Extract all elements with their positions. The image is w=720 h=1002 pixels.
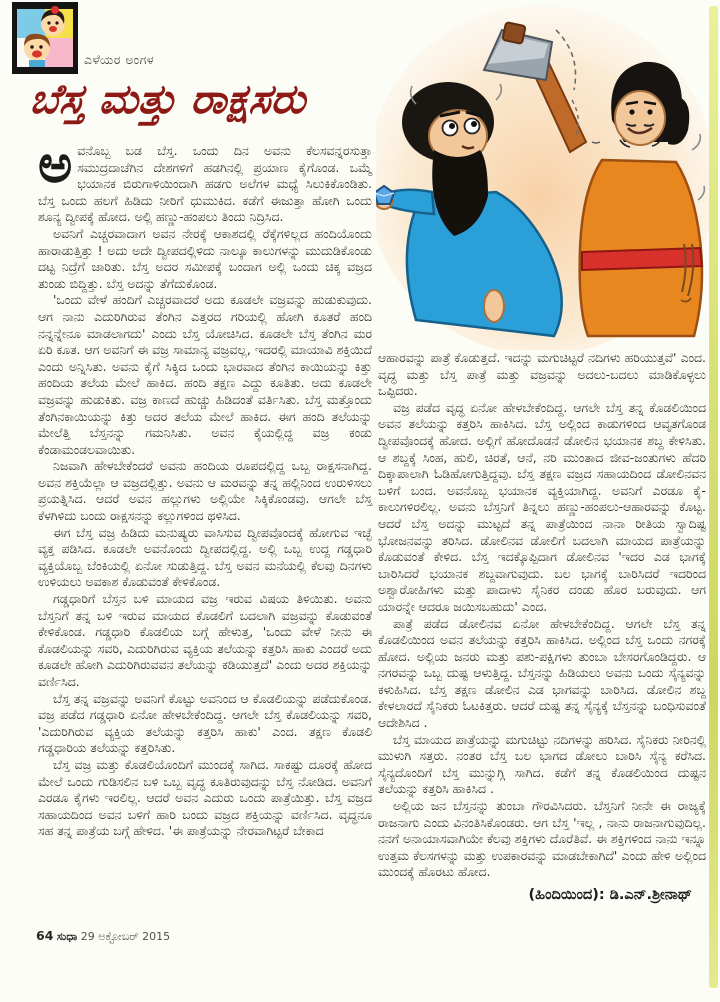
- paragraph: [38, 134, 372, 226]
- kids-logo-icon: [12, 2, 78, 74]
- story-illustration: [376, 0, 712, 350]
- page-number: 64: [36, 928, 54, 943]
- drop-cap: ಅ: [38, 134, 73, 195]
- section-logo: [12, 2, 78, 74]
- paragraph: ಬೆಸ್ತ ವಜ್ರ ಮತ್ತು ಕೊಡಲಿಯೊಂದಿಗೆ ಮುಂದಕ್ಕೆ ಸಾಗಿದ. ಸಾಕಷ್ಟು ದೂರಕ್ಕೆ ಹೋದ ಮೇಲೆ ಒಂದು ಗುಡಿಸಲಿನ ಬಳಿ ಒಬ್ಬ ವೃದ್ಧ ಕೂತಿರುವುದನ್ನು ಬೆಸ್ತ ನೋಡಿದ. ಅವನಿಗೆ ಎರಡೂ ಕೈಗಳು ಇರಲಿಲ್ಲ. ಆದರೆ ಅವನ ಎದುರು ಒಂದು ಪಾತ್ರೆಯಿತ್ತು. ಬೆಸ್ತ ವಜ್ರದ ಸಹಾಯದಿಂದ ಅವನ ಬಳಿಗೆ ಹಾರಿ ಬಂದು ವಜ್ರದ ಶಕ್ತಿಯನ್ನು ವರ್ಣಿಸಿದ. ವೃದ್ಧನೂ ಸಹ ತನ್ನ ಪಾತ್ರೆಯ ಬಗ್ಗೆ ಹೇಳಿದ. 'ಈ ಪಾತ್ರೆಯನ್ನು ನೇರವಾಗಿಟ್ಟರೆ ಬೇಕಾದ: [38, 756, 372, 839]
- paragraph-text: ವನೊಬ್ಬ ಬಡ ಬೆಸ್ತ. ಒಂದು ದಿನ ಅವನು ಕೆಲಸವನ್ನರಸುತ್ತಾ ಸಮುದ್ರದಾಚೆಗಿನ ದೇಶಗಳಿಗೆ ಹಡಗಿನಲ್ಲಿ ಪ್ರಯಾಣ ಕೈಗೊಂಡ. ಒಮ್ಮೆ ಭಯಾನಕ ಬಿರುಗಾಳಿಯಿಂದಾಗಿ ಹಡಗು ಅಲೆಗಳ ಮಧ್ಯೆ ಸಿಲುಕಿಕೊಂಡಿತು. ಬೆಸ್ತ ಒಂದು ಹಲಗೆ ಹಿಡಿದು ನೀರಿಗೆ ಧುಮುಕಿದ. ಕಡೆಗೆ ಈಜುತ್ತಾ ಹೋಗಿ ಒಂದು ಶೂನ್ಯ ದ್ವೀಪಕ್ಕೆ ಹೋದ. ಅಲ್ಲಿ ಹಣ್ಣು-ಹಂಪಲು ತಿಂದು ನಿದ್ರಿಸಿದ.: [38, 143, 372, 225]
- paragraph: ಬೆಸ್ತ ಮಾಯದ ಪಾತ್ರೆಯನ್ನು ಮಗುಚಿಟ್ಟು ನದಿಗಳನ್ನು ಹರಿಸಿದ. ಸೈನಿಕರು ನೀರಿನಲ್ಲಿ ಮುಳುಗಿ ಸತ್ತರು. ನಂತರ ಬೆಸ್ತ ಬಲ ಭಾಗದ ಡೋಲು ಬಾರಿಸಿ ಸೈನ್ಯ ಕರೆಸಿದ. ಸೈನ್ಯದೊಂದಿಗೆ ಬೆಸ್ತ ಮುನ್ನುಗ್ಗಿ ಸಾಗಿದ. ಕಡೆಗೆ ತನ್ನ ಕೊಡಲಿಯಿಂದ ದುಷ್ಟನ ತಲೆಯನ್ನು ಕತ್ತರಿಸಿ ಹಾಕಿಸಿದ .: [378, 731, 706, 797]
- section-label: ಎಳೆಯರ ಅಂಗಳ: [84, 52, 155, 67]
- paragraph: ಪಾತ್ರೆ ಪಡೆದ ಡೋಲಿನವ ಏನೋ ಹೇಳಬೇಕೆಂದಿದ್ದ. ಆಗಲೇ ಬೆಸ್ತ ತನ್ನ ಕೊಡಲಿಯಿಂದ ಅವನ ತಲೆಯನ್ನು ಕತ್ತರಿಸಿ ಹಾಕಿಸಿದ. ಅಲ್ಲಿಂದ ಬೆಸ್ತ ಒಂದು ನಗರಕ್ಕೆ ಹೋದ. ಅಲ್ಲಿಯ ಜನರು ಮತ್ತು ಪಶು-ಪಕ್ಷಿಗಳು ತುಂಬಾ ಬೇಸರಗೊಂಡಿದ್ದರು. ಆ ನಗರವನ್ನು ಒಬ್ಬ ದುಷ್ಟ ಆಳುತ್ತಿದ್ದ. ಬೆಸ್ತನನ್ನು ಹಿಡಿಯಲು ಅವನು ಒಂದು ಸೈನ್ಯವನ್ನು ಕಳುಹಿಸಿದ. ಬೆಸ್ತ ತಕ್ಷಣ ಡೋಲಿನ ಎಡ ಭಾಗವನ್ನು ಬಾರಿಸಿದ. ಡೋಲಿನ ಶಬ್ದ ಕೇಳಲಾರದೆ ಸೈನಿಕರು ಓಟಕಿತ್ತರು. ಆದರೆ ದುಷ್ಟ ತನ್ನ ಸೈನ್ಯಕ್ಕೆ ಬೆಸ್ತನನ್ನು ಬಂಧಿಸುವಂತೆ ಆದೇಶಿಸಿದ .: [378, 615, 706, 731]
- paragraph: ಬೆಸ್ತ ತನ್ನ ವಜ್ರವನ್ನು ಅವನಿಗೆ ಕೊಟ್ಟು ಅವನಿಂದ ಆ ಕೊಡಲಿಯನ್ನು ಪಡೆದುಕೊಂಡ. ವಜ್ರ ಪಡೆದ ಗಡ್ಡಧಾರಿ ಏನೋ ಹೇಳಬೇಕೆಂದಿದ್ದ. ಆಗಲೇ ಬೆಸ್ತ ಕೊಡಲಿಯನ್ನು ಸವರಿ, 'ಎದುರಿಗಿರುವ ವ್ಯಕ್ತಿಯ ತಲೆಯನ್ನು ಕತ್ತರಿಸಿ ಹಾಕು' ಎಂದ. ತಕ್ಷಣ ಕೊಡಲಿ ಗಡ್ಡಧಾರಿಯ ತಲೆಯನ್ನು ಕತ್ತರಿಸಿತು.: [38, 690, 372, 756]
- author-credit: (ಹಿಂದಿಯಿಂದ): ಡಿ.ಎನ್.ಶ್ರೀನಾಥ್: [528, 887, 692, 903]
- paragraph: ಅಲ್ಲಿಯ ಜನ ಬೆಸ್ತನನ್ನು ತುಂಬಾ ಗೌರವಿಸಿದರು. ಬೆಸ್ತನಿಗೆ ನೀನೇ ಈ ರಾಜ್ಯಕ್ಕೆ ರಾಜನಾಗು ಎಂದು ವಿನಂತಿಸಿಕೊಂಡರು. ಆಗ ಬೆಸ್ತ 'ಇಲ್ಲ , ನಾನು ರಾಜನಾಗುವುದಿಲ್ಲ. ನನಗೆ ಅನಾಯಾಸವಾಗಿಯೇ ಕೆಲವು ಶಕ್ತಿಗಳು ದೊರೆತಿವೆ. ಈ ಶಕ್ತಿಗಳಿಂದ ನಾನು ಇನ್ನೂ ಉತ್ತಮ ಕೆಲಸಗಳನ್ನು ಮತ್ತು ಉಪಕಾರವನ್ನು ಮಾಡಬೇಕಾಗಿದೆ' ಎಂದು ಹೇಳಿ ಅಲ್ಲಿಂದ ಮುಂದಕ್ಕೆ ಹೊರಟು ಹೋದ.: [378, 798, 706, 880]
- paragraph: ಗಡ್ಡಧಾರಿಗೆ ಬೆಸ್ತನ ಬಳಿ ಮಾಯದ ವಜ್ರ ಇರುವ ವಿಷಯ ತಿಳಿಯಿತು. ಅವನು ಬೆಸ್ತನಿಗೆ ತನ್ನ ಬಳಿ ಇರುವ ಮಾಯದ ಕೊಡಲಿಗೆ ಬದಲಾಗಿ ವಜ್ರವನ್ನು ಕೊಡುವಂತೆ ಕೇಳಿಕೊಂಡ. ಗಡ್ಡಧಾರಿ ಕೊಡಲಿಯ ಬಗ್ಗೆ ಹೇಳುತ್ತ, 'ಒಂದು ವೇಳೆ ನೀನು ಈ ಕೊಡಲಿಯನ್ನು ಸವರಿ, ಎದುರಿಗಿರುವ ವ್ಯಕ್ತಿಯ ತಲೆಯನ್ನು ಕತ್ತರಿಸಿ ಹಾಕು ಎಂದರೆ ಅದು ಕೂಡಲೇ ಹೋಗಿ ಎದುರಿಗಿರುವವನ ತಲೆಯನ್ನು ಕಡಿಯುತ್ತದೆ' ಎಂದು ಅದರ ಶಕ್ತಿಯನ್ನು ವರ್ಣಿಸಿದ.: [38, 591, 372, 689]
- text-column-1: [38, 134, 372, 840]
- text-column-2: [378, 350, 706, 918]
- magazine-name: ಸುಧಾ: [56, 930, 78, 943]
- paragraph: 'ಒಂದು ವೇಳೆ ಹಂದಿಗೆ ಎಚ್ಚರವಾದರೆ ಅದು ಕೂಡಲೇ ವಜ್ರವನ್ನು ಹುಡುಕುವುದು. ಆಗ ನಾನು ಎದುರಿಗಿರುವ ತೆಂಗಿನ ಎತ್ತರದ ಗರಿಯಲ್ಲಿ ಹೋಗಿ ಕೂತರೆ ಹಂದಿ ನನ್ನನ್ನೇನೂ ಮಾಡಲಾಗದು' ಎಂದು ಬೆಸ್ತ ಯೋಚಿಸಿದ. ಕೂಡಲೇ ಬೆಸ್ತ ತೆಂಗಿನ ಮರ ಏರಿ ಕೂತ. ಆಗ ಅವನಿಗೆ ಈ ವಜ್ರ ಸಾಮಾನ್ಯ ವಜ್ರವಲ್ಲ, ಇದರಲ್ಲಿ ಮಾಯಾವಿ ಶಕ್ತಿಯಿದೆ ಎಂದು ಅನ್ನಿಸಿತು. ಅವನು ಕೈಗೆ ಸಿಕ್ಕಿದ ಒಂದು ಭಾರವಾದ ತೆಂಗಿನ ಕಾಯಿಯನ್ನು ಕಿತ್ತು ಹಂದಿಯ ತಲೆಯ ಮೇಲೆ ಹಾಕಿದ. ಹಂದಿ ತಕ್ಷಣ ಎದ್ದು ಕೂತಿತು. ಅದು ಕೂಡಲೇ ವಜ್ರವನ್ನು ಹುಡುಕಿತು. ವಜ್ರ ಕಾಣದೆ ಹುಚ್ಚು ಹಿಡಿದಂತೆ ವರ್ತಿಸಿತು. ಬೆಸ್ತ ಮತ್ತೊಂದು ತೆಂಗಿನಕಾಯಿಯನ್ನು ಕಿತ್ತು ಅದರ ತಲೆಯ ಮೇಲೆ ಹಾಕಿದ. ಈಗ ಹಂದಿ ತಲೆಯನ್ನು ಮೇಲೆತ್ತಿ ಬೆಸ್ತನನ್ನು ಗಮನಿಸಿತು. ಅವನ ಕೈಯಲ್ಲಿದ್ದ ವಜ್ರ ಕಂಡು ಕೆಂಡಾಮಂಡಲವಾಯಿತು.: [38, 292, 372, 457]
- paragraph: ಅವನಿಗೆ ಎಚ್ಚರವಾದಾಗ ಅವನ ನೇರಕ್ಕೆ ಆಕಾಶದಲ್ಲಿ ರೆಕ್ಕೆಗಳಿಲ್ಲದ ಹಂದಿಯೊಂದು ಹಾರಾಡುತ್ತಿತ್ತು ! ಅದು ಅದೇ ದ್ವೀಪದಲ್ಲಿಳಿದು ನಾಲ್ಕೂ ಕಾಲುಗಳನ್ನು ಮುದುಡಿಕೊಂಡು ದಟ್ಟ ನಿದ್ರೆಗೆ ಜಾರಿತು. ಬೆಸ್ತ ಅದರ ಸಮೀಪಕ್ಕೆ ಬಂದಾಗ ಅಲ್ಲಿ ಒಂದು ಚಿಕ್ಕ ವಜ್ರದ ತುಂಡು ಬಿದ್ದಿತ್ತು. ಬೆಸ್ತ ಅದನ್ನು ತೆಗೆದುಕೊಂಡ.: [38, 225, 372, 291]
- issue-date: 29 ಅಕ್ಟೋಬರ್ 2015: [80, 930, 171, 943]
- page-edge-decoration: [709, 6, 718, 988]
- paragraph: ಆಹಾರವನ್ನು ಪಾತ್ರೆ ಕೊಡುತ್ತದೆ. ಇದನ್ನು ಮಗುಚಿಟ್ಟರೆ ನದಿಗಳು ಹರಿಯುತ್ತವೆ' ಎಂದ. ವೃದ್ಧ ಮತ್ತು ಬೆಸ್ತ ಪಾತ್ರೆ ಮತ್ತು ವಜ್ರವನ್ನು ಅದಲು-ಬದಲು ಮಾಡಿಕೊಳ್ಳಲು ಒಪ್ಪಿದರು.: [378, 350, 706, 399]
- page-footer: [36, 928, 170, 944]
- paragraph: ವಜ್ರ ಪಡೆದ ವೃದ್ಧ ಏನೋ ಹೇಳಬೇಕೆಂದಿದ್ದ. ಆಗಲೇ ಬೆಸ್ತ ತನ್ನ ಕೊಡಲಿಯಿಂದ ಅವನ ತಲೆಯನ್ನು ಕತ್ತರಿಸಿ ಹಾಕಿಸಿದ. ಬೆಸ್ತ ಅಲ್ಲಿಂದ ಕಾಡುಗಳಿಂದ ಆವೃತಗೊಂಡ ದ್ವೀಪವೊಂದಕ್ಕೆ ಹೋದ. ಅಲ್ಲಿಗೆ ಹೋದೊಡನೆ ಡೋಲಿನ ಭಯಾನಕ ಶಬ್ದ ಕೇಳಿಸಿತು. ಆ ಶಬ್ದಕ್ಕೆ ಸಿಂಹ, ಹುಲಿ, ಚಿರತೆ, ಆನೆ, ನರಿ ಮುಂತಾದ ಜೀವ-ಜಂತುಗಳು ಹೆದರಿ ದಿಕ್ಕಾಪಾಲಾಗಿ ಓಡಿಹೋಗುತ್ತಿದ್ದವು. ಬೆಸ್ತ ತಕ್ಷಣ ವಜ್ರದ ಸಹಾಯದಿಂದ ಡೋಲಿನವನ ಬಳಿಗೆ ಬಂದ. ಅವನೊಬ್ಬ ಭಯಾನಕ ವ್ಯಕ್ತಿಯಾಗಿದ್ದ. ಅವನಿಗೆ ಎರಡೂ ಕೈ-ಕಾಲುಗಳಿರಲಿಲ್ಲ. ಅವನು ಬೆಸ್ತನಿಗೆ ತಿನ್ನಲು ಹಣ್ಣು-ಹಂಪಲು-ಆಹಾರವನ್ನು ಕೊಟ್ಟ. ಆದರೆ ಬೆಸ್ತ ಅದನ್ನು ಮುಟ್ಟದೆ ತನ್ನ ಪಾತ್ರೆಯಿಂದ ನಾನಾ ರೀತಿಯ ಸ್ವಾದಿಷ್ಟ ಭೋಜನವನ್ನು ತರಿಸಿದ. ಡೋಲಿನವ ಡೋಲಿಗೆ ಬದಲಾಗಿ ಮಾಯದ ಪಾತ್ರೆಯನ್ನು ಕೊಡುವಂತೆ ಕೇಳಿದ. ಬೆಸ್ತ ಇದಕ್ಕೊಪ್ಪಿದಾಗ ಡೋಲಿನವ 'ಇದರ ಎಡ ಭಾಗಕ್ಕೆ ಬಾರಿಸಿದರೆ ಭಯಾನಕ ಶಬ್ದವಾಗುವುದು. ಬಲ ಭಾಗಕ್ಕೆ ಬಾರಿಸಿದರೆ ಇದರಿಂದ ಅಶ್ವಾರೋಹಿಗಳು ಮತ್ತು ಪಾದಾಳು ಸೈನಿಕರ ದಂಡು ಹೊರ ಬರುವುದು. ಆಗ ಯಾರನ್ನೇ ಆದರೂ ಜಯಿಸಬಹುದು' ಎಂದ.: [378, 399, 706, 614]
- paragraph: ನಿಜವಾಗಿ ಹೇಳಬೇಕೆಂದರೆ ಅವನು ಹಂದಿಯ ರೂಪದಲ್ಲಿದ್ದ ಒಬ್ಬ ರಾಕ್ಷಸನಾಗಿದ್ದ. ಅವನ ಶಕ್ತಿಯೆಲ್ಲಾ ಆ ವಜ್ರದಲ್ಲಿತ್ತು. ಅವನು ಆ ಮರವನ್ನು ತನ್ನ ಹಲ್ಲಿನಿಂದ ಉರುಳಿಸಲು ಪ್ರಯತ್ನಿಸಿದ. ಆದರೆ ಅವನ ಹಲ್ಲುಗಳು ಅಲ್ಲಿಯೇ ಸಿಕ್ಕಿಕೊಂಡವು. ಆಗಲೇ ಬೆಸ್ತ ಕೆಳಗಿಳಿದು ಬಂದು ರಾಕ್ಷಸನನ್ನು ಕಲ್ಲುಗಳಿಂದ ಥಳಿಸಿದ.: [38, 458, 372, 524]
- paragraph: ಈಗ ಬೆಸ್ತ ವಜ್ರ ಹಿಡಿದು ಮನುಷ್ಯರು ವಾಸಿಸುವ ದ್ವೀಪವೊಂದಕ್ಕೆ ಹೋಗುವ ಇಚ್ಛೆ ವ್ಯಕ್ತ ಪಡಿಸಿದ. ಕೂಡಲೇ ಅವನೊಂದು ದ್ವೀಪದಲ್ಲಿದ್ದ. ಅಲ್ಲಿ ಒಬ್ಬ ಉದ್ದ ಗಡ್ಡಧಾರಿ ವ್ಯಕ್ತಿಯೊಬ್ಬ ಬೆಂಕಿಯಲ್ಲಿ ಏನೋ ಸುಡುತ್ತಿದ್ದ. ಬೆಸ್ತ ಅವನ ಮನೆಯಲ್ಲಿ ಕೆಲವು ದಿನಗಳು ಉಳಿಯಲು ಅವಕಾಶ ಕೊಡುವಂತೆ ಕೇಳಿಕೊಂಡ.: [38, 524, 372, 590]
- story-title: ಬೆಸ್ತ ಮತ್ತು ರಾಕ್ಷಸರು: [28, 75, 308, 123]
